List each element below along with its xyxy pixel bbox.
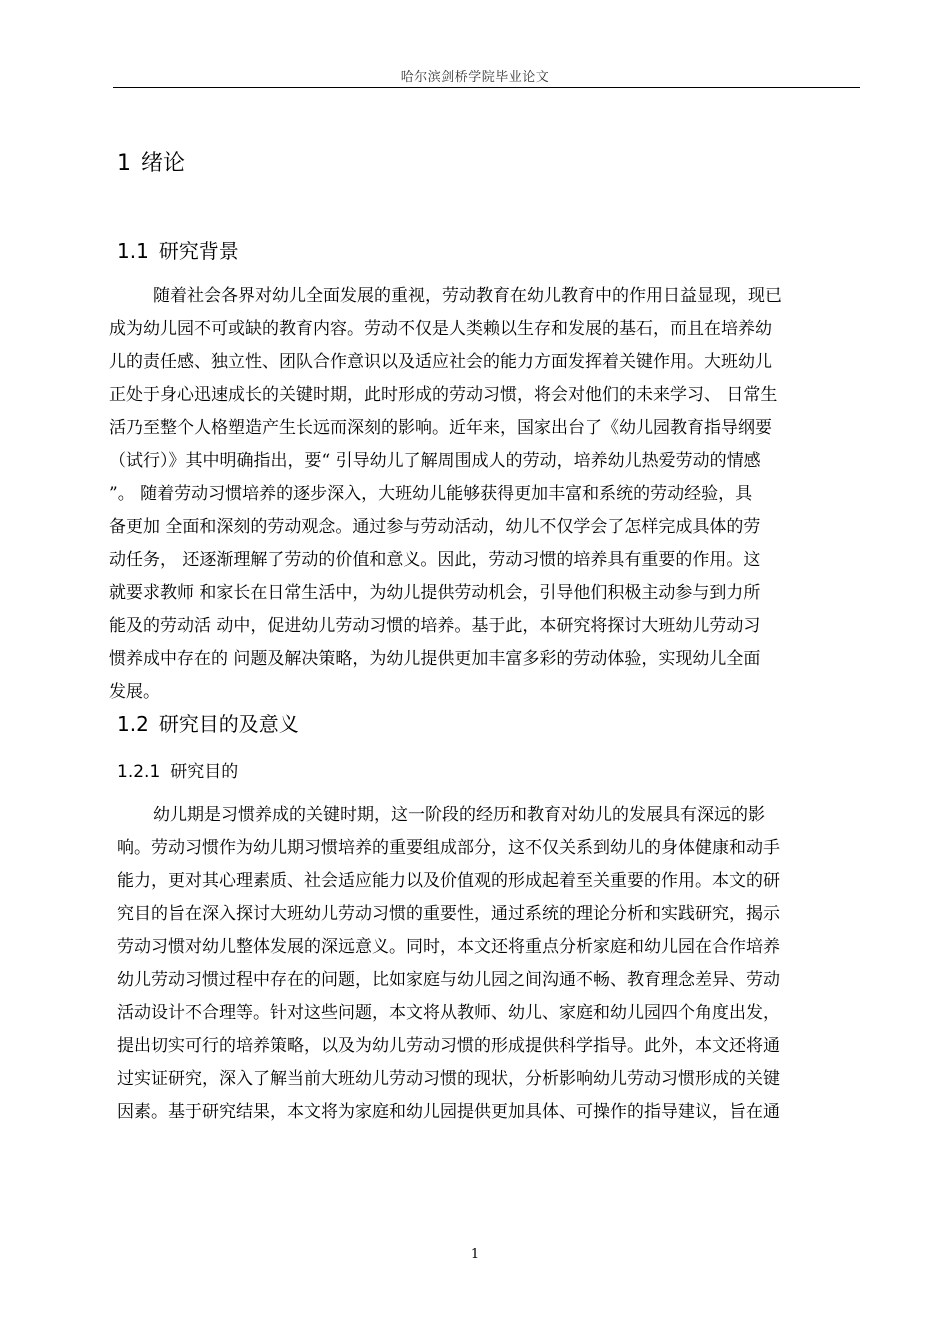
paragraph-line: 儿的责任感、独立性、团队合作意识以及适应社会的能力方面发挥着关键作用。大班幼儿: [109, 352, 772, 372]
chapter-number: 1: [117, 151, 131, 176]
paragraph-line: 活乃至整个人格塑造产生长远而深刻的影响。近年来，国家出台了《幼儿园教育指导纲要: [109, 418, 772, 438]
paragraph-line: 动任务， 还逐渐理解了劳动的价值和意义。因此，劳动习惯的培养具有重要的作用。这: [109, 550, 761, 570]
paragraph-line: （试行）》其中明确指出，要“ 引导幼儿了解周围成人的劳动，培养幼儿热爱劳动的情感: [109, 451, 761, 471]
paragraph-line: 幼儿期是习惯养成的关键时期，这一阶段的经历和教育对幼儿的发展具有深远的影: [153, 805, 765, 825]
subsection-title: 研究目的: [170, 762, 239, 782]
page-number: 1: [470, 1247, 480, 1262]
paragraph-line: ”。 随着劳动习惯培养的逐步深入，大班幼儿能够获得更加丰富和系统的劳动经验，具: [109, 484, 753, 504]
paragraph-line: 响。劳动习惯作为幼儿期习惯培养的重要组成部分，这不仅关系到幼儿的身体健康和动手: [117, 838, 780, 858]
paragraph-line: 究目的旨在深入探讨大班幼儿劳动习惯的重要性，通过系统的理论分析和实践研究，揭示: [117, 904, 780, 924]
chapter-heading: [117, 146, 185, 182]
section-number: 1.2: [117, 712, 149, 736]
paragraph-line: 备更加 全面和深刻的劳动观念。通过参与劳动活动，幼儿不仅学会了怎样完成具体的劳: [109, 517, 761, 537]
running-header: 哈尔滨剑桥学院毕业论文: [400, 70, 550, 85]
section-number: 1.1: [117, 239, 149, 263]
paragraph-line: 因素。基于研究结果，本文将为家庭和幼儿园提供更加具体、可操作的指导建议，旨在通: [117, 1102, 780, 1122]
section-heading-1-2: [117, 708, 299, 740]
paragraph-line: 随着社会各界对幼儿全面发展的重视，劳动教育在幼儿教育中的作用日益显现，现已: [153, 286, 782, 306]
chapter-title: 绪论: [141, 151, 186, 176]
paragraph-line: 就要求教师 和家长在日常生活中，为幼儿提供劳动机会，引导他们积极主动参与到力所: [109, 583, 761, 603]
section-title: 研究背景: [158, 239, 239, 263]
paragraph-line: 能及的劳动活 动中，促进幼儿劳动习惯的培养。基于此，本研究将探讨大班幼儿劳动习: [109, 616, 761, 636]
paragraph-line: 正处于身心迅速成长的关键时期，此时形成的劳动习惯，将会对他们的未来学习、 日常生: [109, 385, 778, 405]
paragraph-line: 劳动习惯对幼儿整体发展的深远意义。同时，本文还将重点分析家庭和幼儿园在合作培养: [117, 937, 780, 957]
paragraph-line: 过实证研究，深入了解当前大班幼儿劳动习惯的现状，分析影响幼儿劳动习惯形成的关键: [117, 1069, 780, 1089]
subsection-number: 1.2.1: [117, 762, 161, 782]
paragraph-line: 幼儿劳动习惯过程中存在的问题，比如家庭与幼儿园之间沟通不畅、教育理念差异、劳动: [117, 970, 780, 990]
paragraph-line: 成为幼儿园不可或缺的教育内容。劳动不仅是人类赖以生存和发展的基石，而且在培养幼: [109, 319, 772, 339]
section-title: 研究目的及意义: [158, 712, 299, 736]
paragraph-line: 能力，更对其心理素质、社会适应能力以及价值观的形成起着至关重要的作用。本文的研: [117, 871, 780, 891]
header-divider: [113, 87, 860, 88]
paragraph-line: 惯养成中存在的 问题及解决策略，为幼儿提供更加丰富多彩的劳动体验，实现幼儿全面: [109, 649, 761, 669]
section-heading-1-1: [117, 235, 239, 267]
paragraph-line: 提出切实可行的培养策略，以及为幼儿劳动习惯的形成提供科学指导。此外，本文还将通: [117, 1036, 780, 1056]
paragraph-line: 活动设计不合理等。针对这些问题，本文将从教师、幼儿、家庭和幼儿园四个角度出发，: [117, 1003, 780, 1023]
subsection-heading-1-2-1: [117, 757, 238, 787]
paragraph-line: 发展。: [109, 682, 160, 702]
